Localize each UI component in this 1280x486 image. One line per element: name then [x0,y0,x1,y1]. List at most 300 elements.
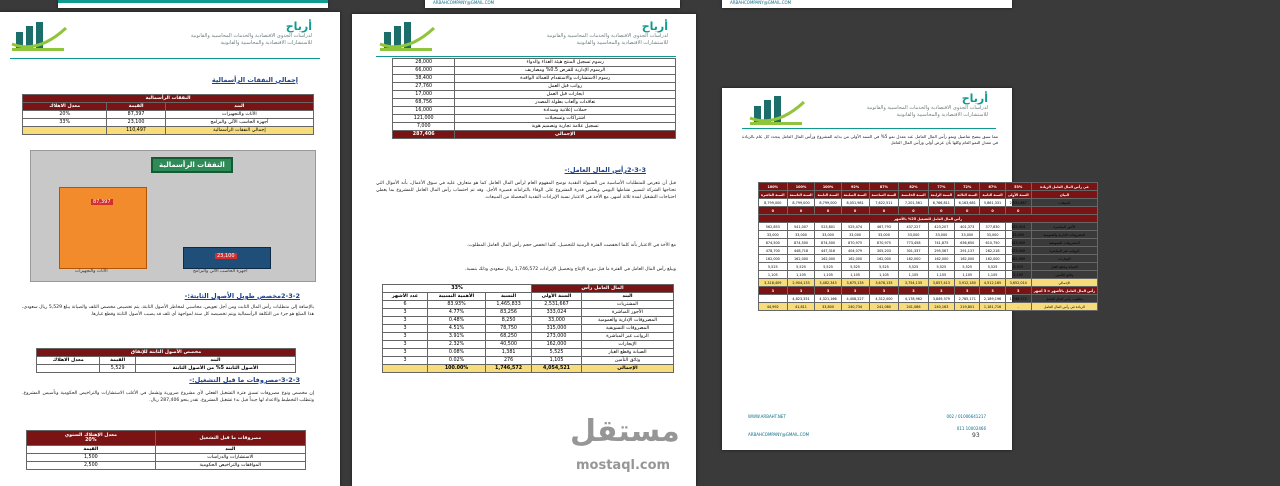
cell: 1,181,716 [980,303,1005,311]
cell [23,127,107,135]
cell: الرواتب غير المباشرة [1031,247,1097,255]
cell: الأجور المباشرة [581,309,673,317]
cell: 1,105 [899,271,928,279]
document-page-2 [352,14,696,486]
cell: 2,189,196 [980,295,1005,303]
cell: 437,227 [899,223,928,231]
cell: 27,760 [393,83,455,91]
cell: 0 [899,207,928,215]
cell: 1,381 [486,349,532,357]
cell: 5,525 [928,263,954,271]
cell: 1,105 [787,271,815,279]
col-rate: معدل الاهلاك [37,357,100,365]
top-strip-left [58,0,328,8]
cell: 5,525 [899,263,928,271]
cell: 82% [899,183,928,191]
cell: 87% [869,183,899,191]
cell: 67% [980,183,1005,191]
section-heading-preop: 3-2-3-مصروفات ما قبل التشغيل:- [189,376,300,384]
cell: المبيعات [1031,199,1097,207]
wc-pct-header: 33% [383,285,532,293]
cell: 219,801 [955,303,980,311]
cell: المصروفات التسويقية [581,325,673,333]
table-row [23,119,314,127]
cell: 0 [1005,207,1031,215]
cell: 478,700 [759,247,788,255]
cell [759,295,788,303]
table-row [383,349,674,357]
cell: 4,312,000 [869,295,899,303]
cell: 8,250 [486,317,532,325]
capex-table [22,94,314,135]
paragraph-growth: مما سبق يتضح تفاصيل ونمو رأس المال العامل عند معدل نمو 5% في السنة الأولى من بداية المشروع ورأس المال العامل يتجدد كل عام بالزيادة في معدل النمو العام وكلها بأن عرض أولي ورأس المال العامل [742,134,998,145]
header-rule [742,128,996,129]
cell: 68,756 [393,99,455,107]
col-importance: الأهمية النسبية [427,293,485,301]
table-row [393,123,676,131]
col-year1: السنة الأولى [532,293,582,301]
table-row [393,91,676,99]
table-row [759,191,1098,199]
cell: 0 [787,207,815,215]
col-value: القيمة [107,103,165,111]
cell: 162,000 [815,255,841,263]
cell: السنة التاسعة [787,191,815,199]
table-row [393,83,676,91]
cell: 3,849,379 [928,295,954,303]
cell: ايجارات قبل العمل [455,91,676,99]
cell: 3 [759,287,788,295]
footer-phone-1: 002 / 01006641217 [946,414,986,419]
cell: أجهزة الحاسب الآلي والبرامج [165,119,313,127]
cell: الزيادة في رأس المال العامل [1031,303,1097,311]
cell: 2,500 [27,462,156,470]
cell: 333,024 [532,309,582,317]
cell: إجمالي النفقات الرأسمالية [165,127,313,135]
cell: 3,754,135 [899,279,928,287]
cell: الرسوم الإدارية للقرض 0.5% ومصاريف [455,67,676,75]
col-months: عدد الأشهر [383,293,428,301]
cell: رأس المال العامل بالأشهر = 3 أشهر [1031,287,1097,295]
cell: اشتراكات وتسجيلات [455,115,676,123]
cell: 448,718 [787,247,815,255]
brand-name: أرباح [641,20,668,33]
cell: 5,525 [955,263,980,271]
top-strip-mid [425,0,680,8]
table-row [759,255,1098,263]
chart-title: النفقات الرأسمالية [151,157,233,173]
brand-name: أرباح [285,20,312,33]
cell: 874,500 [787,239,815,247]
cell: 8,799,000 [815,199,841,207]
table-row [383,317,674,325]
table-total-row [393,131,676,139]
cell: 333,024 [1005,223,1031,231]
cell: 467,793 [869,223,899,231]
cell: 162,000 [899,255,928,263]
footer-email: ARBAHCOMPANY@GMAIL.COM [748,432,810,437]
table-row [759,303,1098,311]
cell: 3 [815,287,841,295]
cell: 5,525 [815,263,841,271]
cell: 162,000 [928,255,954,263]
cell: 4,512,165 [980,279,1005,287]
cell: 447,316 [815,247,841,255]
cell: 295,567 [928,247,954,255]
provision-title: مخصص الأصول الثابتة للإنفاق [37,349,296,357]
cell: 870,975 [869,239,899,247]
cell: 3 [980,287,1005,295]
cell: 72% [955,183,980,191]
cell: 1,105 [841,271,869,279]
table-row [383,341,674,349]
cell: تسجيل علامة تجارية وتصميم هوية [455,123,676,131]
cell: 3,482,343 [815,279,841,287]
cell: 2,904,133 [787,279,815,287]
cell: 33,000 [1005,231,1031,239]
cell: 162,000 [869,255,899,263]
logo-mark [748,92,808,126]
table-row [393,115,676,123]
col-item: البند [135,357,295,365]
cell: 1,105 [869,271,899,279]
cell: 3 [383,309,428,317]
cell: السنة السادسة [869,191,899,199]
cell: السنة الأولى [1005,191,1031,199]
cell: 92% [841,183,869,191]
preop-continued-table [392,58,676,139]
table-row [759,279,1098,287]
cell: 2,785,171 [955,295,980,303]
cell: 241,086 [899,303,928,311]
table-row [759,263,1098,271]
cell: 33,000 [787,231,815,239]
cell: 77% [928,183,954,191]
table-row [759,295,1098,303]
cell: 773,458 [899,239,928,247]
brand-tagline-2: للاستشارات الاقتصادية والمحاسبية والقانونية [896,112,988,118]
brand-tagline-2: للاستشارات الاقتصادية والمحاسبية والقانونية [220,40,312,46]
cell: البيان [1031,191,1097,199]
cell: 78,750 [486,325,532,333]
cell: الإجمالي [581,365,673,373]
col-item: البند [165,103,313,111]
cell: 3,857,413 [928,279,954,287]
cell: 0 [815,207,841,215]
section-heading-capex: إجمالي النفقات الرأسمالية [211,76,298,84]
cell: 40,500 [486,341,532,349]
cell: 3 [1005,287,1031,295]
cell: 3,912,180 [955,279,980,287]
cell: 3,675,135 [841,279,869,287]
table-row [27,462,306,470]
cell: 423,207 [928,223,954,231]
cell: 33,000 [841,231,869,239]
cell: وثائق التأمين [1031,271,1097,279]
cell: 28,000 [393,59,455,67]
cell: 110,497 [107,127,165,135]
cell: 3 [383,317,428,325]
col-value: القيمة [100,357,135,365]
brand-tagline: لدراسات الجدوى الاقتصادية والخدمات المحاسبية والقانونية [190,33,312,39]
chart-axis-label: الأثاث والتجهيزات [75,269,108,274]
cell: السنة السابعة [841,191,869,199]
paragraph-working-capital: قبل أن نتعرض للمتطلبات الأساسية من السيولة النقدية نوضح المفهوم العام لرأس المال العامل كما هو متعارف عليه في سوق الأعمال، بأنه الأموال التي تحتاجها الشركة لتسيير نشاطها اليومي ويعكس قدرة المشروع على الوفاء بالتزاماته قصيرة الأجل. وقد تم احتساب رأس المال العامل للمشروع بما يغطي احتياجات التشغيل لمدة ثلاثة أشهر، مع الأخذ في الاعتبار نسبة الإيرادات النقدية المحصلة من المبيعات. [376,181,676,200]
brand-tagline: لدراسات الجدوى الاقتصادية والخدمات المحاسبية والقانونية [546,33,668,39]
cell: 241,080 [869,303,899,311]
table-row [759,223,1098,231]
cell [1031,207,1097,215]
table-row [393,67,676,75]
chart-data-label: 87,397 [93,199,111,205]
table-row [383,309,674,317]
cell: 315,000 [1005,239,1031,247]
brand-logo [547,20,668,47]
cell: 305,203 [869,247,899,255]
cell: 83,256 [486,309,532,317]
cell: 33% [23,119,107,127]
cell: الموافقات والتراخيص الحكومية [155,462,305,470]
cell: 5,525 [787,263,815,271]
cell: 4,823,351 [787,295,815,303]
cell: 287,406 [393,131,455,139]
brand-logo [867,92,988,119]
logo-chart-icon [748,92,808,126]
cell: 8,799,000 [787,199,815,207]
cell: 33,000 [955,231,980,239]
cell: 404,079 [841,247,869,255]
cell: 87,397 [107,111,165,119]
cell: 162,000 [1005,255,1031,263]
table-row [27,454,306,462]
wc-growth-table [758,182,1098,311]
cell: الرواتب غير المباشرة [581,333,673,341]
cell: الإجمالي [455,131,676,139]
cell: 301,337 [899,247,928,255]
cell: 8,051,981 [841,199,869,207]
footer-site: WWW.ARBAHT.NET [748,414,786,419]
cell: 1,105 [955,271,980,279]
capex-chart [30,150,316,282]
cell: 3 [928,287,954,295]
preop-title: مصروفات ما قبل التشغيل [155,431,305,446]
cell: 20% [23,111,107,119]
cell: 6 [383,301,428,309]
cell: 636,650 [955,239,980,247]
cell: السنة الرابعة [928,191,954,199]
cell: 401,373 [955,223,980,231]
table-row [383,357,674,365]
cell: 4,321,166 [815,295,841,303]
col-ratio: النسبة [486,293,532,301]
cell: 6,163,681 [955,199,980,207]
col-item: البند [155,446,305,454]
cell: 3,652,014 [1005,279,1031,287]
strip-email-right: ARBAHCOMPANY@GMAIL.COM [730,0,792,5]
table-row [37,365,296,373]
cell: المصروفات الإدارية والعمومية [1031,231,1097,239]
brand-logo [191,20,312,47]
cell: رسوم الاستشارات والاستقدام للعمالة الوافدة [455,75,676,83]
cell: 3 [899,287,928,295]
cell: 17,000 [393,91,455,99]
cell: 121,000 [393,115,455,123]
cell: 41,811 [787,303,815,311]
cell: حملات إعلانية وسدادة [455,107,676,115]
cell: 100% [815,183,841,191]
cell: 0.08% [427,349,485,357]
brand-tagline: لدراسات الجدوى الاقتصادية والخدمات المحاسبية والقانونية [866,105,988,111]
cell: 276 [486,357,532,365]
wc-growth-body [759,183,1098,311]
cell: تعاقدات وألعاب بطولة المصدر [455,99,676,107]
table-row [393,59,676,67]
cell: 5,861,331 [980,199,1005,207]
cell: 66,000 [393,67,455,75]
cell: 3.91% [427,333,485,341]
cell: 2.32% [427,341,485,349]
cell: 0 [955,207,980,215]
col-value: القيمة [27,446,156,454]
cell: المشتريات [581,301,673,309]
cell: 273,000 [532,333,582,341]
cell: 5,529 [100,365,135,373]
brand-name: أرباح [961,92,988,105]
cell: 2,531,667 [1005,199,1031,207]
cell: 377,830 [980,223,1005,231]
logo-mark [378,18,438,52]
cell: 162,000 [841,255,869,263]
cell: 7,622,511 [869,199,899,207]
cell: رواتب قبل العمل [455,83,676,91]
cell: 1,500 [27,454,156,462]
cell: 3 [383,325,428,333]
col-item: البند [581,293,673,301]
table-row [759,199,1098,207]
document-page-1 [0,12,340,486]
provision-table [36,348,296,373]
logo-mark [10,18,70,52]
table-row [23,111,314,119]
cell: 5,525 [532,349,582,357]
cell: 315,000 [532,325,582,333]
cell: 7,000 [393,123,455,131]
cell: 0 [759,207,788,215]
cell: 3 [383,333,428,341]
cell: 1,105 [980,271,1005,279]
logo-chart-icon [378,18,438,52]
cell: 162,000 [759,255,788,263]
cell: 33,000 [928,231,954,239]
cell: 2,531,667 [532,301,582,309]
cell: 874,500 [815,239,841,247]
cell: المصروفات التسويقية [1031,239,1097,247]
cell: 282,218 [980,247,1005,255]
cell: 4,408,227 [841,295,869,303]
cell: 100.00% [427,365,485,373]
cell: 874,500 [759,239,788,247]
cell: 4.51% [427,325,485,333]
cell: 562,853 [759,223,788,231]
paragraph-depreciation: بالإضافة إلى متطلبات رأس المال الثابت ومن أجل تعويض، محاسبي لمخاطر الأصول الثابتة، يتم تخصيص مخصص التلف والصيانة يبلغ 5,529 ريال سعودي، هذا المبلغ هو جزء من التكلفة الرأسمالية ويتم تخصيصه كل سنة لمواجهة أي تلف قد يصيب الأصول الثابتة وقطع غيارها. [22,305,314,317]
cell [37,365,100,373]
table-total-row [23,127,314,135]
cell: 610,750 [980,239,1005,247]
cell: 3 [383,349,428,357]
cell: 44,992 [759,303,788,311]
cell: 53% [1005,183,1031,191]
cell: 68,250 [486,333,532,341]
table-row [759,247,1098,255]
cell: 5,525 [980,263,1005,271]
footer-phone-2: 011 10002466 [956,426,986,431]
cell: 5,525 [841,263,869,271]
table-row [759,231,1098,239]
preop-table [26,430,306,470]
cell: 38,400 [393,75,455,83]
page-number: 93 [972,432,980,439]
cell: المصروفات الإدارية والعمومية [581,317,673,325]
cell: 3 [383,357,428,365]
cell: 240,163 [928,303,954,311]
cell: الإيجارات [581,341,673,349]
watermark-arabic: مستقل [570,414,680,449]
cell: السنة العاشرة [759,191,788,199]
table-row [759,215,1098,223]
cell: 33,000 [532,317,582,325]
cell: 0 [841,207,869,215]
cell: 33,000 [815,231,841,239]
cell: 6,766,811 [928,199,954,207]
table-row [393,107,676,115]
cell: السنة الثانية [980,191,1005,199]
cell: 33,000 [899,231,928,239]
cell: 3 [841,287,869,295]
cell: 291,137 [955,247,980,255]
cell: 0.48% [427,317,485,325]
cell: 3 [869,287,899,295]
cell: رسوم تسجيل المنتج هيئة الغذاء والدواء [455,59,676,67]
cell: 1,105 [759,271,788,279]
top-strip-right [722,0,1012,8]
watermark-url: mostaql.com [576,458,671,473]
cell: 3,318,409 [759,279,788,287]
paragraph-working-capital-3: ويبلغ رأس المال العامل في الفترة ما قبل دورة الإنتاج وتحصيل الإيرادات 1,746,572 ريال سعودي وذلك بنسبة. [465,267,676,272]
cell: 162,000 [980,255,1005,263]
cell: الإيجارات [1031,255,1097,263]
cell: - [1005,303,1031,311]
cell: 273,000 [1005,247,1031,255]
capex-table-title: النفقات الرأسمالية [23,95,314,103]
strip-email: ARBAHCOMPANY@GMAIL.COM [433,0,495,5]
cell: 1,746,572 [1005,295,1031,303]
cell: 33,000 [759,231,788,239]
table-row [759,207,1098,215]
cell: 1,746,572 [486,365,532,373]
cell: الصيانة وقطع الغيار [581,349,673,357]
table-row [759,287,1098,295]
cell: السنة الثامنة [815,191,841,199]
wc-table-body [383,301,674,365]
cell: 1,105 [532,357,582,365]
cell: 162,000 [532,341,582,349]
cell: 1,465,833 [486,301,532,309]
cell: 5,525 [1005,263,1031,271]
cell: 33,800 [815,303,841,311]
cell: 0 [869,207,899,215]
cell: 162,000 [955,255,980,263]
preop-rate-label: معدل الإهتلاك السنوي 20% [27,431,156,446]
